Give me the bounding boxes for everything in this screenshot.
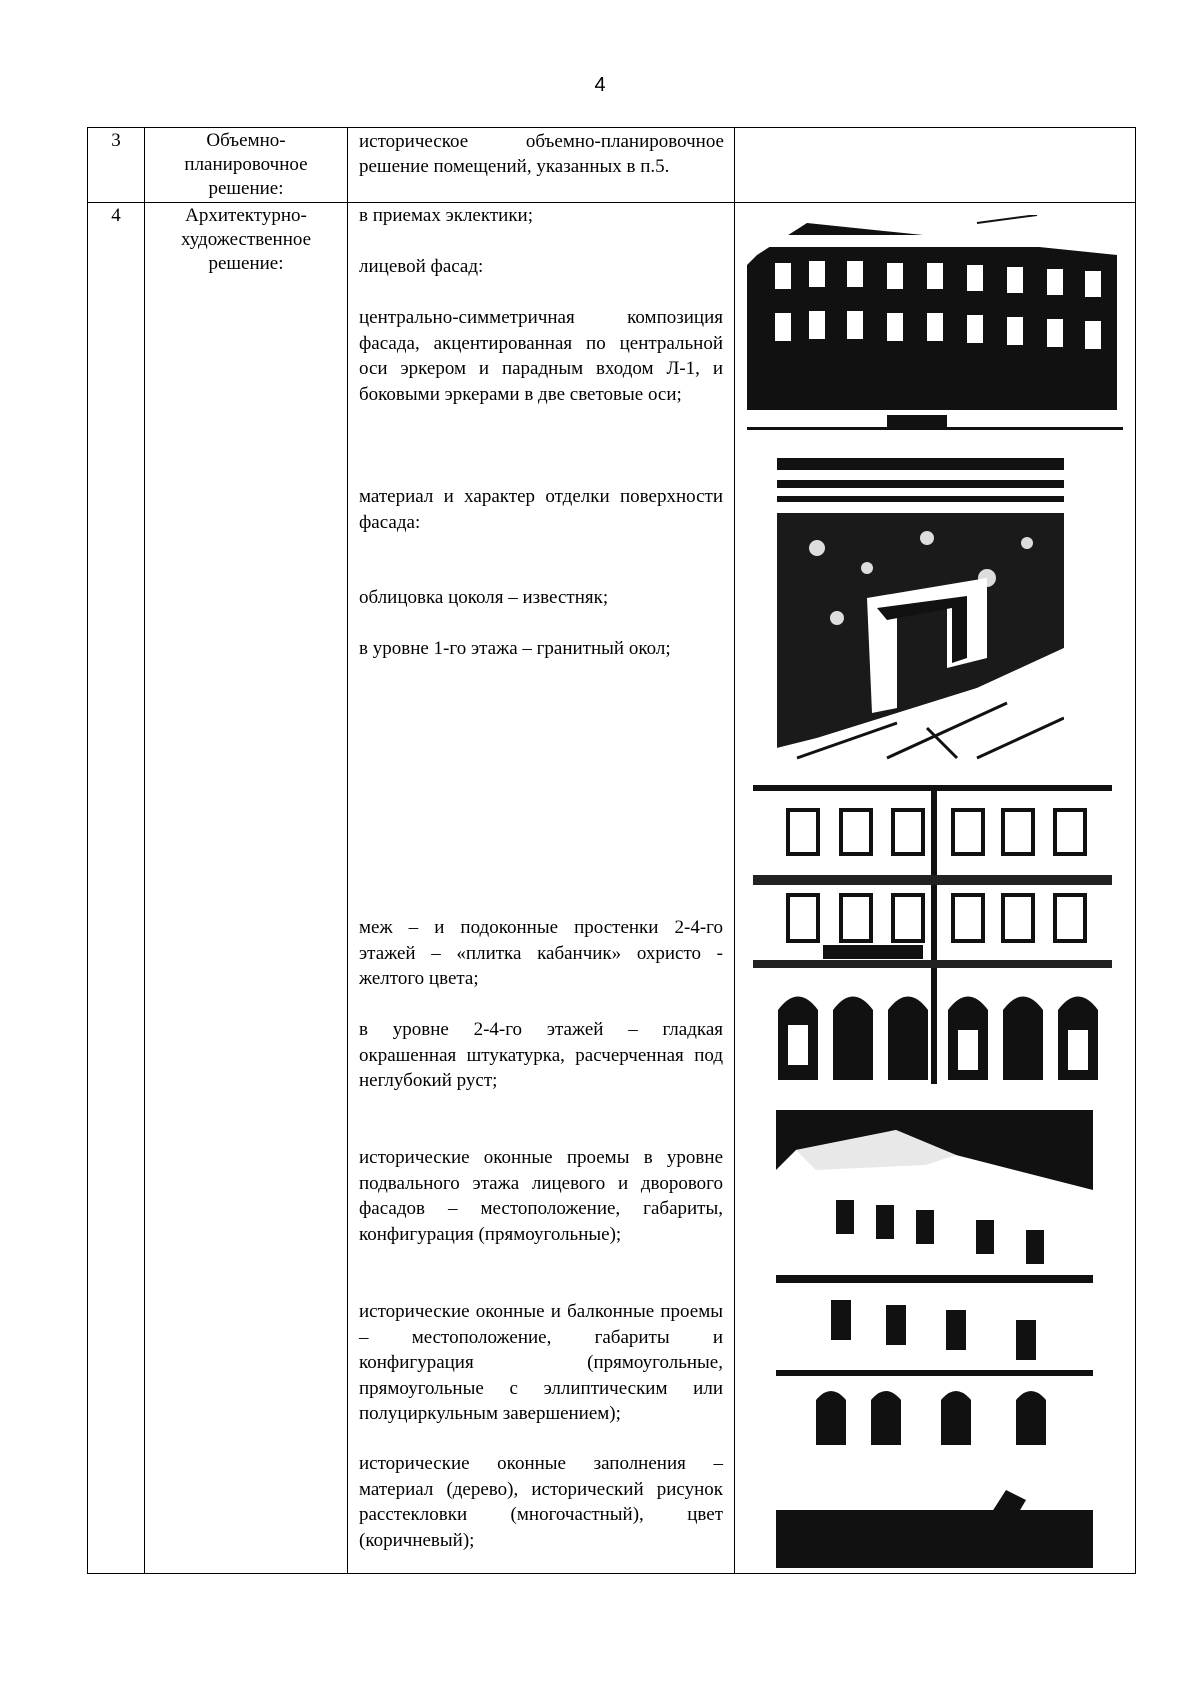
- photo-cell: [735, 128, 1136, 203]
- paragraph-tiles: меж – и подоконные простенки 2-4-го этажей – «плитка кабанчик» охристо - желтого цвета;: [359, 917, 723, 989]
- facade-photo: [747, 215, 1123, 440]
- paragraph-style: в приемах эклектики;: [359, 205, 533, 226]
- paragraph-window-fillings: исторические оконные заполнения – материал (дерево), исторический рисунок расстекловки (многочастный), цвет (коричневый);: [359, 1453, 723, 1551]
- paragraph-facade-heading: лицевой фасад:: [359, 256, 484, 277]
- paragraph-composition: центрально-симметричная композиция фасада, акцентированная по центральной оси эркером и парадным входом Л-1, и боковыми эркерами в две световые оси;: [359, 307, 723, 405]
- paragraph-plinth: облицовка цоколя – известняк;: [359, 587, 609, 608]
- row-label-text: Архитектурно-художественное решение:: [180, 205, 312, 274]
- arched-windows-photo: [776, 1110, 1093, 1568]
- photo-cell: [735, 203, 1136, 1574]
- row-label-text: Объемно-планировочное решение:: [184, 130, 308, 199]
- row-description: [348, 203, 735, 1574]
- paragraph-plaster: в уровне 2-4-го этажей – гладкая окрашенная штукатурка, расчерченная под неглубокий руст;: [359, 1019, 723, 1091]
- page-number: 4: [594, 74, 606, 96]
- row-number: 4: [88, 203, 145, 1574]
- row-label: [145, 128, 348, 203]
- row-description: [348, 128, 735, 203]
- spec-table: [87, 127, 1136, 1574]
- row-number: 3: [88, 128, 145, 203]
- paragraph-window-openings: исторические оконные и балконные проемы – местоположение, габариты и конфигурация (прямоугольные, прямоугольные с эллиптическим или полуциркульным завершением);: [359, 1301, 723, 1424]
- table-row: [88, 128, 1136, 203]
- paragraph-first-floor: в уровне 1-го этажа – гранитный окол;: [359, 638, 671, 659]
- row-description-text: историческое объемно-планировочное решение помещений, указанных в п.5.: [359, 131, 724, 177]
- paragraph-material-heading: материал и характер отделки поверхности фасада:: [359, 486, 723, 533]
- row-label: [145, 203, 348, 1574]
- plinth-photo: [777, 458, 1064, 763]
- table-row: [88, 203, 1136, 1574]
- windows-photo: [753, 785, 1112, 1084]
- paragraph-basement-windows: исторические оконные проемы в уровне подвального этажа лицевого и дворового фасадов – местоположение, габариты, конфигурация (прямоугольные);: [359, 1147, 723, 1245]
